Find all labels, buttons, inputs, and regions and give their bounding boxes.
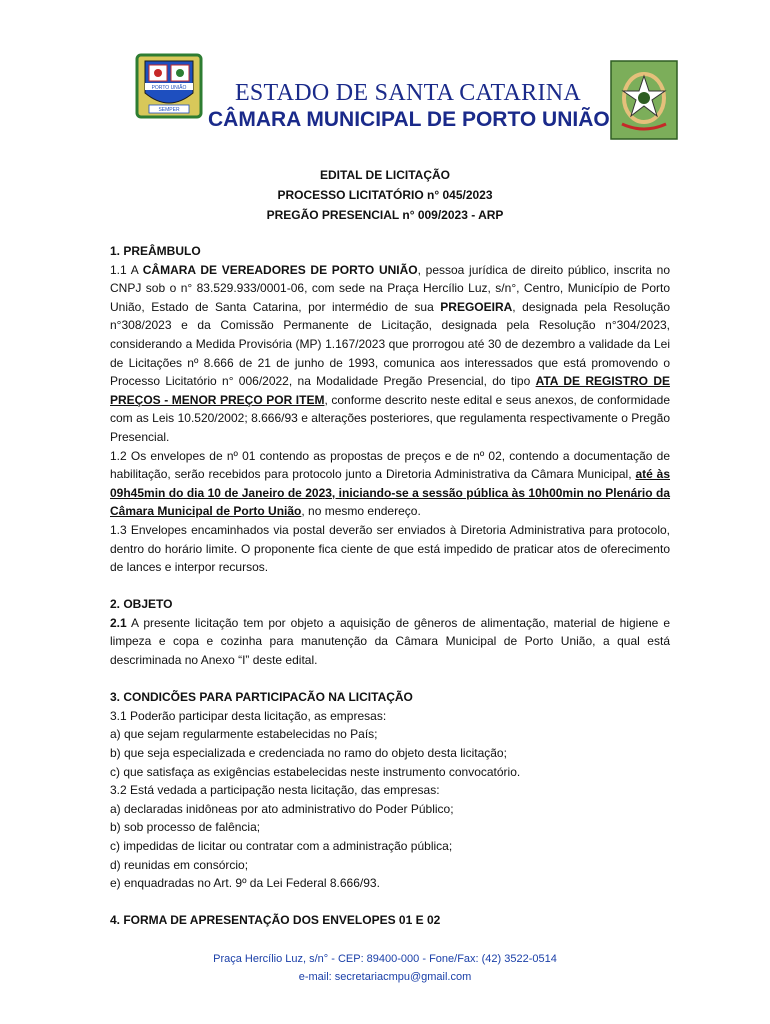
paragraph-2-1 [110, 614, 670, 670]
text-run: , designada pela Resolução n°308/2023 e da Comissão Permanente de Licitação, designada pela Resolução n°304/2023, considerando a Medida Provisória (MP) 1.167/2023 que prorrogou até 30 de dezembro a validade da Lei de Licitações nº 8.666 de 21 de junho de 1993, comunica aos interessados que está promovendo o Processo Licitatório n° 006/2022, na Modalidade Pregão Presencial, do tipo [110, 299, 670, 389]
municipal-coat-of-arms-icon [135, 53, 203, 119]
paragraph-1-3: 1.3 Envelopes encaminhados via postal deverão ser enviados à Diretoria Administrativa para protocolo, dentro do horário limite. O proponente fica ciente de que está impedido de praticar atos de oferecimento de lances e interpor recursos. [110, 522, 670, 575]
list-item: e) enquadradas no Art. 9º da Lei Federal 8.666/93. [110, 876, 380, 891]
paragraph-1-2 [110, 447, 670, 521]
section-heading: 4. FORMA DE APRESENTAÇÃO DOS ENVELOPES 01 E 02 [110, 913, 441, 928]
page-footer [0, 950, 770, 986]
state-coat-of-arms-icon [610, 60, 678, 140]
text-run: 1.2 Os envelopes de nº 01 contendo as propostas de preços e de nº 02, contendo a documentação de habilitação, serão recebidos para protocolo junto a Diretoria Administrativa da Câmara Municipal, [110, 448, 670, 482]
text-run: 1.1 A [110, 262, 143, 277]
pregao-number: PREGÃO PRESENCIAL n° 009/2023 - ARP [266, 208, 504, 222]
deadline-text: até às 09h45min do dia 10 de Janeiro de 2023, iniciando-se a sessão pública às 10h00min no Plenário da Câmara Municipal de Porto União [110, 467, 671, 519]
footer-address: Praça Hercílio Luz, s/n° - CEP: 89400-000 - Fone/Fax: (42) 3522-0514 [213, 953, 557, 965]
list-item: a) que sejam regularmente estabelecidas no País; [110, 727, 378, 742]
text-run: , conforme descrito neste edital e seus anexos, de conformidade com as Leis 10.520/2002; 8.666/93 e alterações posteriores, que regulamenta respectivamente o Pregão Presencial. [110, 392, 670, 444]
text-run: , no mesmo endereço. [301, 504, 421, 519]
emblem-motto-text: SEMPER [158, 107, 180, 113]
list-item: 3.2 Está vedada a participação nesta licitação, das empresas: [110, 783, 440, 798]
list-item: d) reunidas em consórcio; [110, 857, 249, 872]
emblem-banner-text: PORTO UNIÃO [151, 85, 187, 91]
pregoeira-label: PREGOEIRA [440, 299, 513, 314]
list-item: 3.1 Poderão participar desta licitação, as empresas: [110, 708, 387, 723]
section-heading: 3. CONDICÕES PARA PARTICIPACÃO NA LICITAÇÃO [110, 690, 413, 705]
text-run: A presente licitação tem por objeto a aquisição de gêneros de alimentação, material de higiene e limpeza e copa e cozinha para manutenção da Câmara Municipal de Porto União, a qual está descriminada no Anexo “I” deste edital. [110, 615, 670, 668]
chamber-name: CÂMARA DE VEREADORES DE PORTO UNIÃO [142, 262, 418, 277]
ata-type: ATA DE REGISTRO DE PREÇOS - MENOR PREÇO POR ITEM [110, 374, 670, 407]
list-item: a) declaradas inidôneas por ato administrativo do Poder Público; [110, 801, 454, 816]
list-item: c) que satisfaça as exigências estabelecidas neste instrumento convocatório. [110, 764, 521, 779]
paragraph-1-1 [110, 261, 670, 447]
list-item: b) sob processo de falência; [110, 820, 261, 835]
chamber-title: CÂMARA MUNICIPAL DE PORTO UNIÃO [208, 108, 610, 131]
edital-title: EDITAL DE LICITAÇÃO [320, 168, 450, 182]
list-item: b) que seja especializada e credenciada no ramo do objeto desta licitação; [110, 746, 507, 761]
state-title: ESTADO DE SANTA CATARINA [234, 80, 582, 106]
document-titles [0, 165, 770, 225]
text-run: , pessoa jurídica de direito público, inscrita no CNPJ sob o n° 83.529.933/0001-06, com sede na Praça Hercílio Luz, s/n°, Centro, Município de Porto União, Estado de Santa Catarina, por intermédio de sua [110, 262, 670, 314]
section-heading: 1. PREÂMBULO [110, 244, 201, 258]
section-heading: 2. OBJETO [110, 597, 173, 612]
document-body [110, 242, 670, 930]
letterhead [0, 0, 770, 150]
footer-email: e-mail: secretariacmpu@gmail.com [298, 971, 472, 983]
list-item: c) impedidas de licitar ou contratar com a administração pública; [110, 839, 453, 853]
clause-number: 2.1 [110, 615, 127, 630]
process-number: PROCESSO LICITATÓRIO n° 045/2023 [277, 188, 493, 202]
